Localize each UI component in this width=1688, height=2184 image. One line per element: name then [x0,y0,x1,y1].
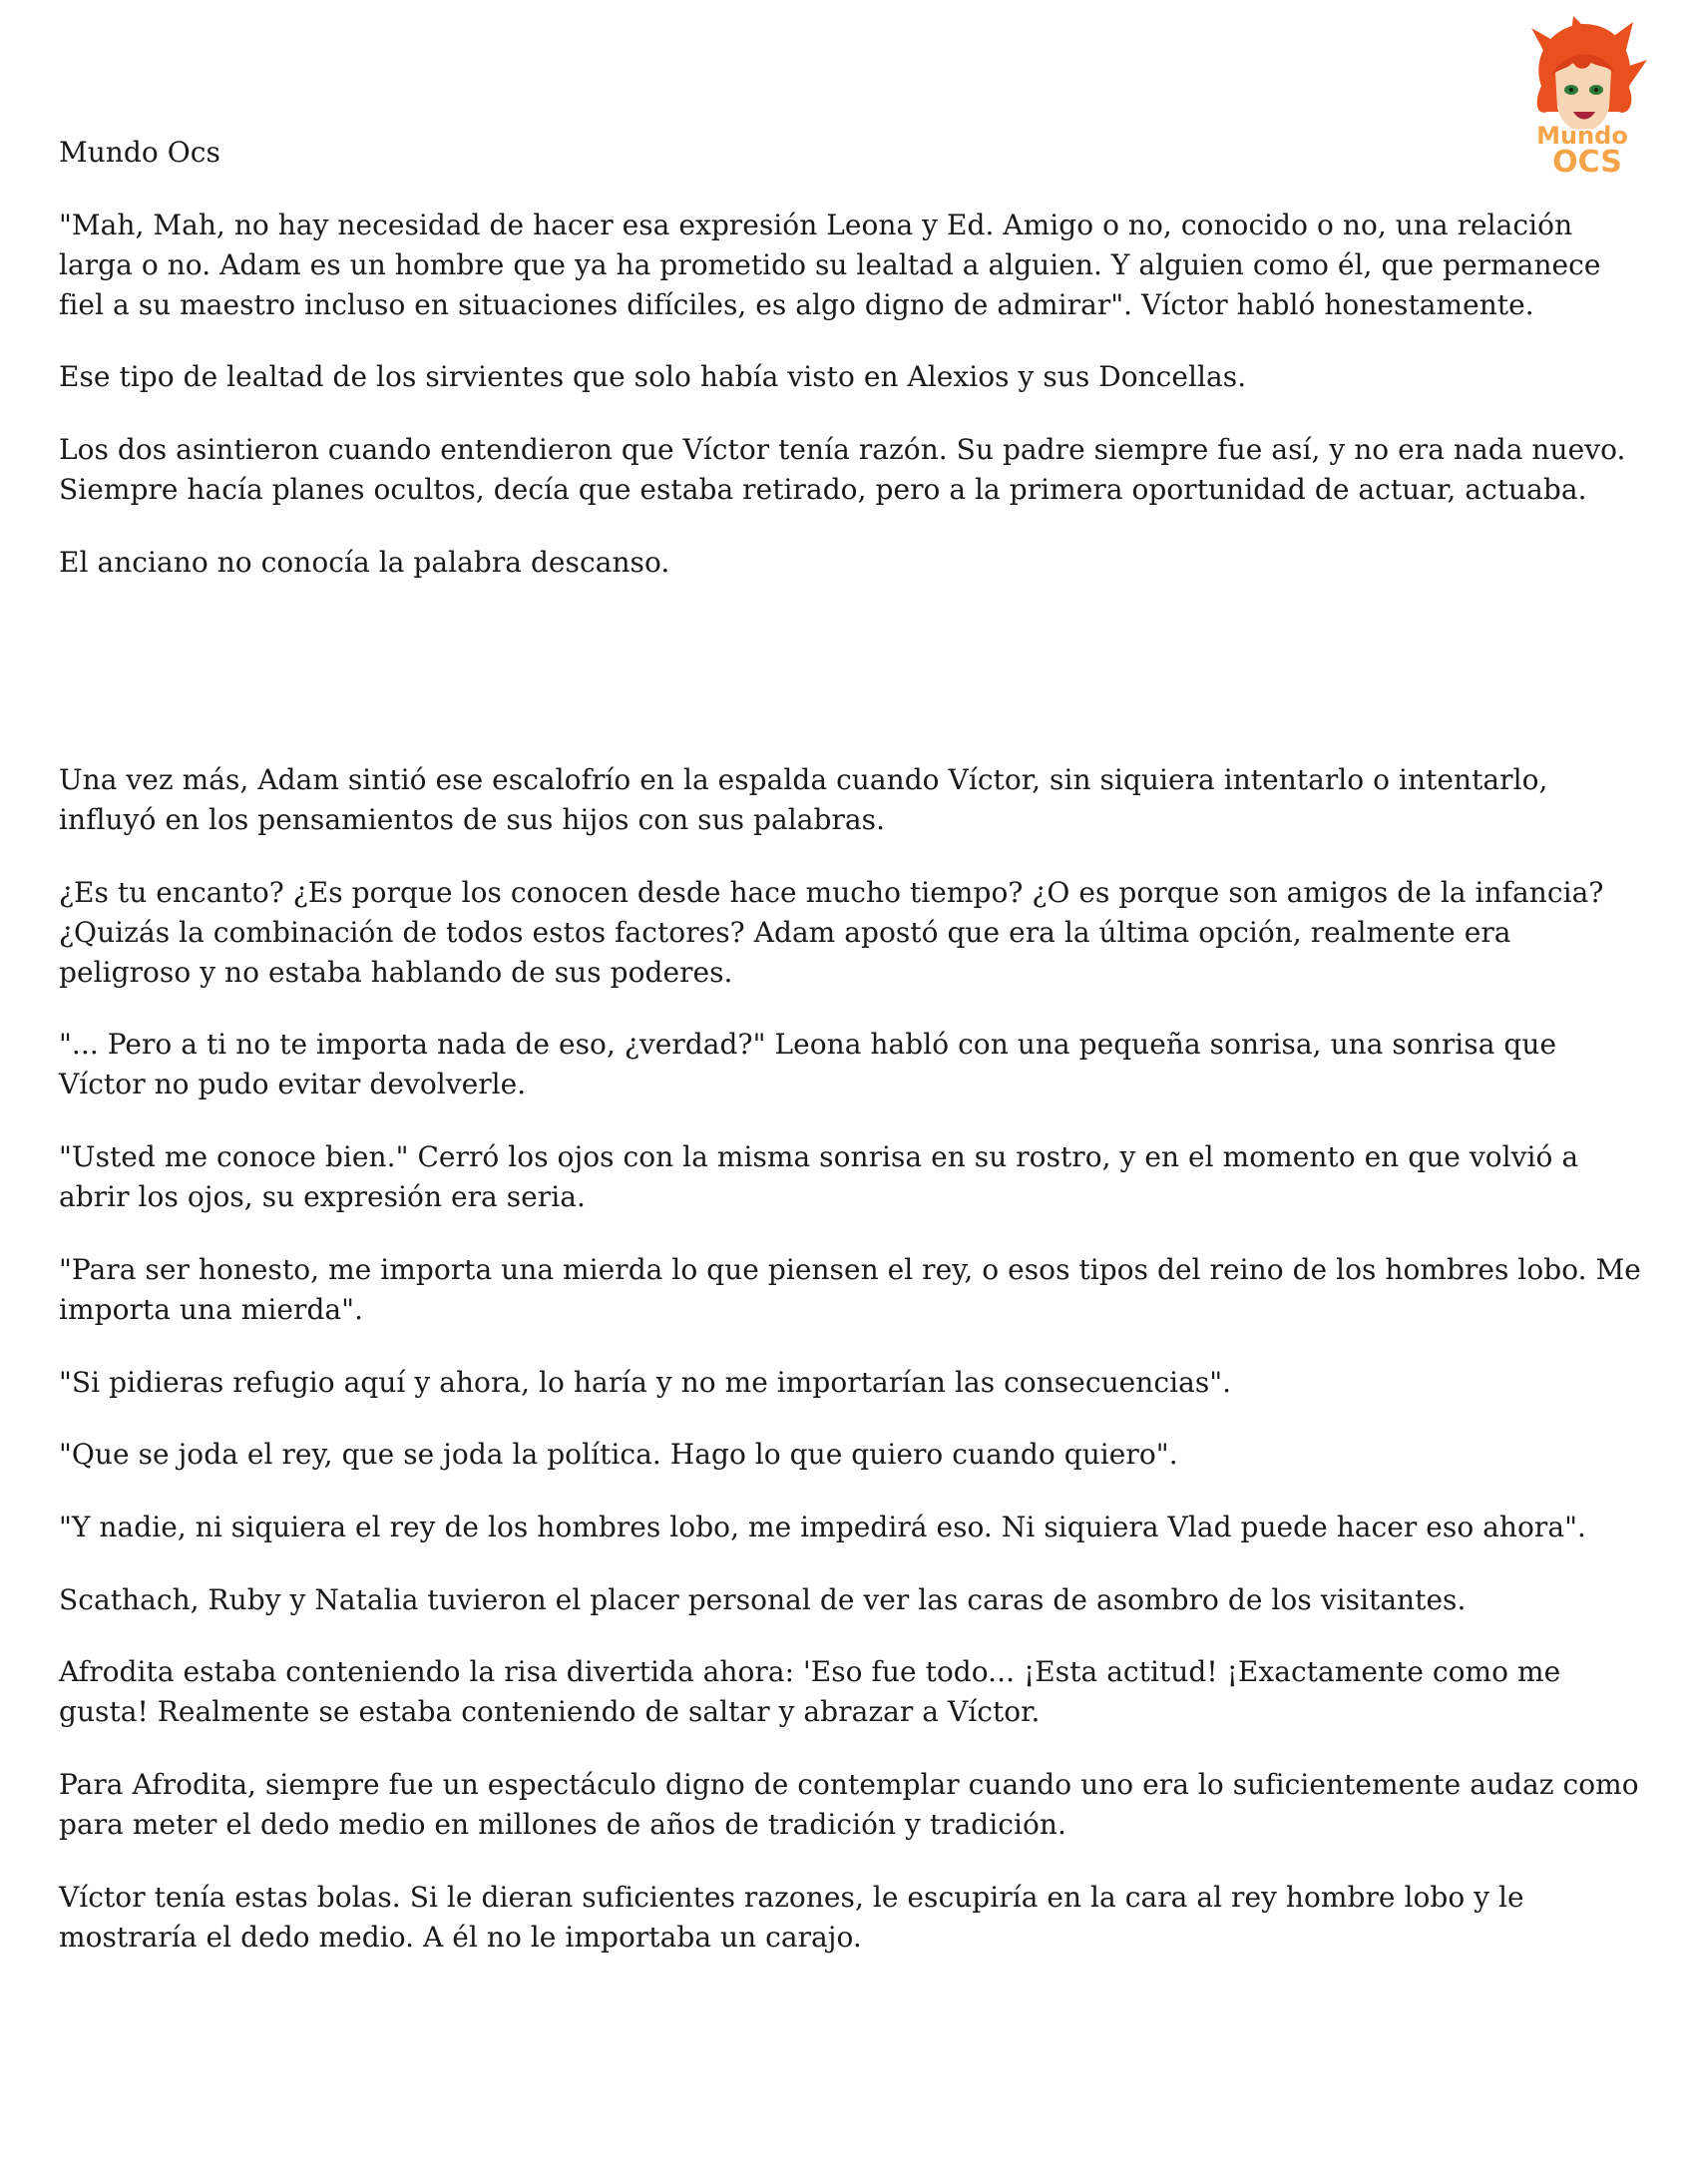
logo-text-mundo: Mundo [1536,122,1628,150]
paragraph-3 [59,430,1645,510]
paragraph-text: Afrodita estaba conteniendo la risa divertida ahora: 'Eso fue todo... ¡Esta actitud! ¡Exactamente como me gusta! Realmente se estaba conteniendo de saltar y abrazar a Víctor. [59,1655,1561,1728]
paragraph-7 [59,1025,1645,1104]
paragraph-text: "Para ser honesto, me importa una mierda lo que piensen el rey, o esos tipos del reino de los hombres lobo. Me importa una mierda". [59,1253,1641,1326]
paragraph-8 [59,1137,1645,1217]
paragraph-text: "Si pidieras refugio aquí y ahora, lo haría y no me importarían las consecuencias". [59,1366,1232,1399]
paragraph-text: Los dos asintieron cuando entendieron que Víctor tenía razón. Su padre siempre fue así, y no era nada nuevo. Siempre hacía planes ocultos, decía que estaba retirado, pero a la primera oportunidad de actuar, actuaba. [59,433,1626,506]
paragraph-5 [59,760,1645,840]
paragraph-text: "Que se joda el rey, que se joda la política. Hago lo que quiero cuando quiero". [59,1438,1178,1471]
paragraph-16 [59,1878,1645,1958]
paragraph-text: "Usted me conoce bien." Cerró los ojos con la misma sonrisa en su rostro, y en el momento en que volvió a abrir los ojos, su expresión era seria. [59,1140,1579,1213]
paragraph-13 [59,1580,1645,1620]
paragraph-2 [59,357,1645,397]
paragraph-text: Scathach, Ruby y Natalia tuvieron el placer personal de ver las caras de asombro de los visitantes. [59,1583,1467,1616]
paragraph-14 [59,1652,1645,1732]
paragraph-text: "Mah, Mah, no hay necesidad de hacer esa expresión Leona y Ed. Amigo o no, conocido o no, una relación larga o no. Adam es un hombre que ya ha prometido su lealtad a alguien. Y alguien como él, que permanece fiel a su maestro incluso en situaciones difíciles, es algo digno de admirar". Víctor habló honestamente. [59,209,1601,321]
paragraph-text: Una vez más, Adam sintió ese escalofrío en la espalda cuando Víctor, sin siquiera intentarlo o intentarlo, influyó en los pensamientos de sus hijos con sus palabras. [59,763,1548,836]
paragraph-11 [59,1435,1645,1475]
page-header [59,133,1645,173]
paragraph-12 [59,1508,1645,1547]
paragraph-text: Ese tipo de lealtad de los sirvientes que solo había visto en Alexios y sus Doncellas. [59,360,1247,393]
site-name: Mundo Ocs [59,136,220,169]
logo-text-ocs: OCS [1552,145,1622,178]
paragraph-text: Víctor tenía estas bolas. Si le dieran suficientes razones, le escupiría en la cara al rey hombre lobo y le mostraría el dedo medio. A él no le importaba un carajo. [59,1881,1524,1954]
paragraph-text: Para Afrodita, siempre fue un espectáculo digno de contemplar cuando uno era lo suficientemente audaz como para meter el dedo medio en millones de años de tradición y tradición. [59,1768,1639,1841]
paragraph-6 [59,873,1645,993]
paragraph-text: ¿Es tu encanto? ¿Es porque los conocen desde hace mucho tiempo? ¿O es porque son amigos de la infancia? ¿Quizás la combinación de todos estos factores? Adam apostó que era la última opción, realmente era peligroso y no estaba hablando de sus poderes. [59,876,1604,989]
paragraph-9 [59,1250,1645,1330]
paragraph-text: El anciano no conocía la palabra descanso. [59,546,670,579]
paragraph-text: "... Pero a ti no te importa nada de eso, ¿verdad?" Leona habló con una pequeña sonrisa, una sonrisa que Víctor no pudo evitar devolverle. [59,1028,1557,1100]
paragraph-4 [59,543,1645,583]
paragraph-15 [59,1765,1645,1845]
paragraph-text: "Y nadie, ni siquiera el rey de los hombres lobo, me impedirá eso. Ni siquiera Vlad puede hacer eso ahora". [59,1511,1586,1543]
paragraph-10 [59,1363,1645,1403]
paragraph-1 [59,206,1645,325]
